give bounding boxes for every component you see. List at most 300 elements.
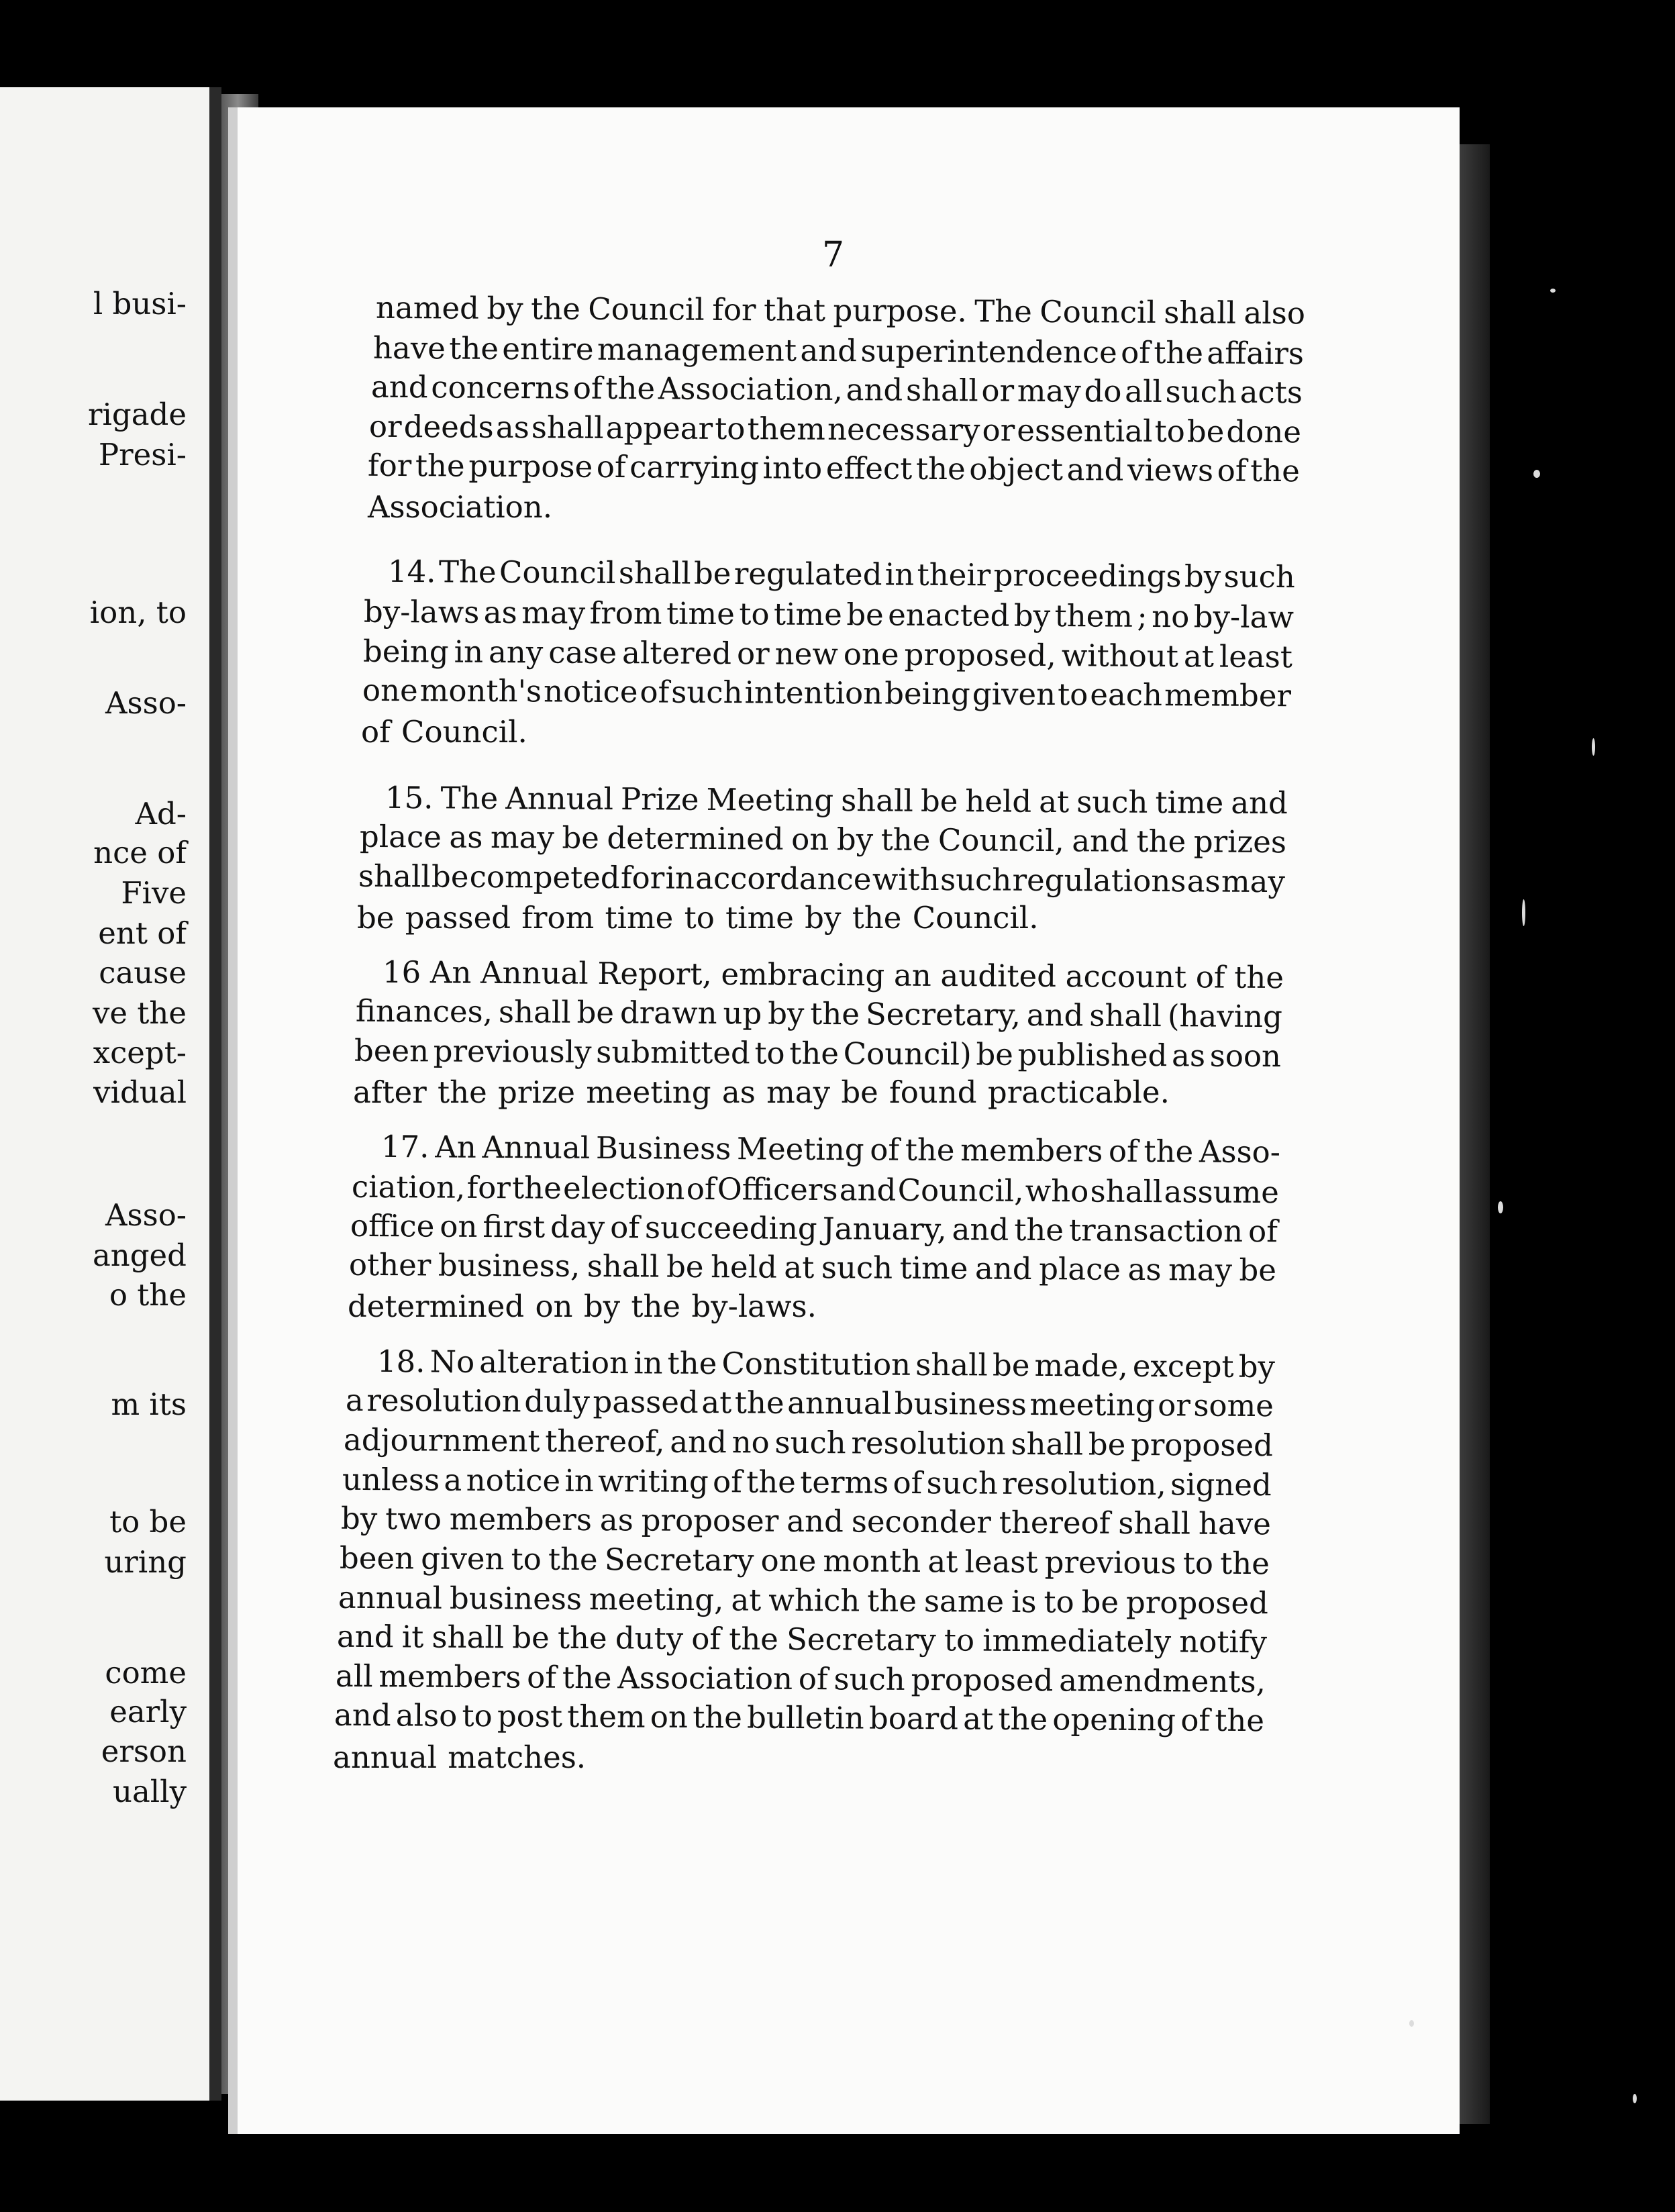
word: notice xyxy=(543,673,638,710)
word: to xyxy=(1182,1545,1214,1581)
word: of xyxy=(870,1132,900,1168)
word: all xyxy=(1125,373,1163,409)
word: may xyxy=(1168,1252,1233,1288)
left-page xyxy=(0,87,221,2101)
word: and xyxy=(952,1211,1009,1248)
left-page-text-fragment: xcept- xyxy=(93,1035,187,1070)
word: the xyxy=(415,448,465,484)
word: seconder xyxy=(851,1503,991,1540)
word: of xyxy=(712,1464,743,1500)
text-line xyxy=(362,633,1293,675)
word: Council xyxy=(499,554,616,591)
word: by-law xyxy=(1193,599,1295,636)
word: passed xyxy=(593,1384,699,1420)
word: the xyxy=(810,995,860,1032)
word: and xyxy=(334,1697,391,1733)
word: as xyxy=(1186,863,1221,899)
left-page-text-fragment: nce of xyxy=(93,835,187,870)
word: shall xyxy=(1011,1425,1084,1462)
word: may xyxy=(1017,372,1081,409)
word: resolution, xyxy=(1002,1465,1166,1503)
word: Council xyxy=(588,291,705,328)
word: and xyxy=(800,332,858,369)
word: held xyxy=(710,1249,778,1285)
word: at xyxy=(1183,638,1215,674)
left-page-text-fragment: ve the xyxy=(92,995,187,1031)
word: given xyxy=(972,676,1056,713)
word: made, xyxy=(1034,1347,1128,1384)
left-page-text-fragment: Asso- xyxy=(105,685,187,721)
word: immediately xyxy=(982,1622,1172,1660)
word: by xyxy=(768,995,805,1032)
text-line: determined on by the by-laws. xyxy=(348,1289,817,1324)
word: of xyxy=(1248,1213,1278,1250)
word: into xyxy=(762,450,823,486)
word: be xyxy=(1239,1252,1277,1289)
word: of xyxy=(893,1464,923,1501)
word: unless xyxy=(342,1461,440,1498)
word: altered xyxy=(621,635,732,672)
left-page-text-fragment: l busi- xyxy=(93,286,187,321)
word: acts xyxy=(1239,374,1303,411)
word: a xyxy=(444,1462,462,1498)
word: management xyxy=(597,331,797,368)
word: may xyxy=(521,595,586,631)
word: as xyxy=(1171,1038,1206,1074)
word: and xyxy=(336,1618,394,1655)
word: such xyxy=(833,1661,905,1697)
word: be xyxy=(512,1619,550,1656)
word: Council xyxy=(1039,293,1156,330)
word: members xyxy=(378,1658,521,1695)
word: shall xyxy=(1118,1505,1191,1542)
left-page-text-fragment: erson xyxy=(101,1733,187,1769)
word: shall xyxy=(531,409,604,446)
text-line xyxy=(338,1579,1269,1621)
word: in xyxy=(665,860,695,896)
word: previous xyxy=(1044,1544,1176,1581)
text-line xyxy=(368,408,1302,450)
left-page-text-fragment: m its xyxy=(111,1387,187,1422)
word: No xyxy=(429,1344,475,1380)
word: named xyxy=(375,289,480,326)
word: other xyxy=(348,1246,432,1283)
word: be xyxy=(666,1248,704,1285)
word: least xyxy=(964,1544,1038,1580)
word: the xyxy=(449,330,499,366)
word: their xyxy=(917,556,991,593)
word: the xyxy=(562,1659,612,1696)
word: the xyxy=(605,370,656,407)
scan-speck xyxy=(1592,738,1595,756)
text-line xyxy=(350,1207,1278,1250)
word: the xyxy=(1219,1545,1270,1582)
word: Council, xyxy=(937,822,1064,859)
word: January, xyxy=(822,1211,947,1248)
scan-speck xyxy=(1533,470,1540,478)
word: the xyxy=(530,291,580,327)
word: Officers xyxy=(717,1171,838,1208)
word: same xyxy=(923,1583,1005,1619)
word: who xyxy=(1025,1172,1089,1209)
text-line xyxy=(342,1461,1272,1503)
word: with xyxy=(872,861,940,898)
text-line xyxy=(376,1343,1276,1385)
left-page-text-fragment: Five xyxy=(121,875,187,911)
word: in xyxy=(633,1345,663,1381)
text-line xyxy=(336,1618,1268,1660)
word: to xyxy=(1044,1584,1074,1620)
word: resolution xyxy=(851,1425,1006,1462)
word: as xyxy=(449,819,483,855)
word: for xyxy=(712,291,756,328)
word: place xyxy=(359,818,442,855)
word: as xyxy=(495,409,529,446)
word: at xyxy=(927,1544,958,1580)
word: and xyxy=(1026,997,1084,1034)
word: by xyxy=(1184,558,1221,595)
text-line xyxy=(362,672,1292,714)
left-page-text-fragment: ion, to xyxy=(89,595,187,630)
word: and xyxy=(1066,452,1124,488)
word: time xyxy=(773,596,842,633)
word: business xyxy=(449,1580,582,1617)
word: An xyxy=(429,954,472,991)
word: be xyxy=(920,783,958,819)
word: the xyxy=(867,1582,917,1619)
left-page-text-fragment: to be xyxy=(109,1504,187,1540)
text-line: Association. xyxy=(368,489,553,525)
word: first xyxy=(483,1208,546,1245)
word: of xyxy=(691,1620,721,1657)
word: the xyxy=(548,1541,598,1578)
word: such xyxy=(926,1465,999,1501)
word: proposed xyxy=(911,1662,1054,1699)
word: signed xyxy=(1170,1466,1272,1503)
word: have xyxy=(372,330,446,366)
word: or xyxy=(736,636,770,672)
word: such xyxy=(940,862,1012,898)
word: each xyxy=(1090,676,1163,713)
word: accordance xyxy=(695,860,872,897)
word: of xyxy=(1108,1133,1138,1169)
word: them xyxy=(567,1698,646,1735)
word: member xyxy=(1164,677,1292,714)
word: of xyxy=(596,448,626,485)
word: The xyxy=(438,554,497,590)
text-line xyxy=(345,1382,1274,1424)
word: may xyxy=(1221,863,1286,900)
word: an xyxy=(893,957,931,993)
word: (having xyxy=(1167,998,1283,1035)
word: and xyxy=(974,1250,1032,1287)
text-line xyxy=(375,289,1306,332)
word: by xyxy=(487,290,523,327)
word: Annual xyxy=(505,780,614,817)
word: as xyxy=(599,1502,633,1538)
word: embracing xyxy=(721,956,885,993)
word: concerns xyxy=(431,369,570,406)
word: An xyxy=(435,1129,476,1165)
word: annual xyxy=(338,1579,443,1616)
word: done xyxy=(1226,413,1302,450)
text-line xyxy=(339,1540,1270,1582)
word: to xyxy=(715,410,746,447)
word: Secretary xyxy=(604,1542,754,1578)
word: be xyxy=(576,994,615,1031)
left-page-text-fragment: ually xyxy=(112,1774,187,1809)
word: at xyxy=(731,1582,762,1618)
word: proposed xyxy=(1130,1426,1274,1464)
text-line xyxy=(370,368,1303,411)
word: for xyxy=(620,860,665,896)
word: which xyxy=(768,1582,860,1619)
word: intention xyxy=(744,674,883,711)
word: except xyxy=(1132,1348,1234,1385)
word: members xyxy=(960,1132,1103,1169)
word: meeting, xyxy=(589,1581,724,1618)
text-line xyxy=(334,1697,1265,1739)
word: for xyxy=(466,1169,511,1206)
word: duty xyxy=(615,1620,684,1656)
word: duly xyxy=(524,1383,591,1419)
word: of xyxy=(527,1659,557,1695)
word: is xyxy=(1011,1583,1037,1620)
word: the xyxy=(1250,452,1301,489)
word: of xyxy=(572,370,603,406)
word: submitted xyxy=(596,1034,750,1071)
word: of xyxy=(640,674,670,710)
word: shall xyxy=(841,783,914,819)
text-line xyxy=(363,593,1295,636)
word: of xyxy=(1121,334,1151,370)
word: prizes xyxy=(1193,823,1287,860)
word: notify xyxy=(1179,1623,1268,1660)
word: them xyxy=(747,411,826,447)
word: to xyxy=(462,1697,493,1734)
word: shall xyxy=(915,1346,988,1383)
left-page-text-fragment: Asso- xyxy=(105,1197,187,1233)
word: may xyxy=(490,819,555,856)
word: views xyxy=(1127,452,1214,489)
page-edge-shadow xyxy=(1460,144,1490,2124)
left-page-text-fragment: Presi- xyxy=(98,437,187,472)
word: the xyxy=(789,1035,840,1072)
word: being xyxy=(884,675,971,712)
word: determined xyxy=(607,820,784,857)
word: transaction xyxy=(1068,1212,1243,1249)
word: one xyxy=(362,672,418,709)
word: opening xyxy=(1052,1701,1176,1738)
word: the xyxy=(692,1699,743,1736)
text-line xyxy=(348,1246,1277,1289)
word: by xyxy=(1238,1348,1276,1385)
word: 17. xyxy=(380,1128,429,1165)
word: the xyxy=(557,1619,607,1656)
word: without xyxy=(1061,638,1179,674)
word: be xyxy=(1088,1426,1126,1462)
word: 18. xyxy=(376,1343,425,1380)
word: at xyxy=(1039,783,1070,820)
text-line xyxy=(335,1658,1266,1700)
word: as xyxy=(1127,1251,1162,1288)
word: The xyxy=(440,780,499,816)
word: adjournment xyxy=(343,1421,540,1459)
word: notice xyxy=(466,1462,561,1499)
word: from xyxy=(589,595,662,632)
word: by xyxy=(836,821,874,858)
word: by xyxy=(340,1500,378,1537)
left-page-text-fragment: vidual xyxy=(93,1074,187,1110)
word: case xyxy=(548,634,617,671)
left-page-text-fragment: come xyxy=(105,1655,187,1691)
word: or xyxy=(368,408,402,445)
word: proposed xyxy=(1125,1584,1269,1621)
page-number: 7 xyxy=(822,235,845,275)
word: necessary xyxy=(827,411,980,448)
text-line xyxy=(359,818,1287,860)
word: ; xyxy=(1137,598,1148,634)
word: to xyxy=(754,1035,785,1071)
word: held xyxy=(965,783,1032,819)
word: be xyxy=(431,858,469,895)
word: the xyxy=(1014,1211,1064,1248)
word: two xyxy=(385,1501,442,1537)
word: members xyxy=(449,1501,593,1538)
text-line xyxy=(380,1128,1281,1170)
word: be xyxy=(562,819,600,856)
word: given xyxy=(421,1540,505,1577)
word: and xyxy=(370,368,428,405)
word: no xyxy=(1152,598,1190,635)
word: bulletin xyxy=(746,1699,864,1736)
word: to xyxy=(944,1622,975,1658)
left-page-text-fragment: o the xyxy=(109,1277,187,1313)
word: to xyxy=(1057,676,1088,713)
word: object xyxy=(969,451,1064,488)
word: election xyxy=(562,1170,685,1207)
word: effect xyxy=(825,450,913,487)
word: no xyxy=(731,1424,770,1460)
word: and xyxy=(846,372,903,408)
word: 15. xyxy=(385,779,434,816)
word: one xyxy=(843,636,899,672)
word: also xyxy=(395,1697,458,1733)
word: be xyxy=(992,1347,1030,1383)
word: in xyxy=(564,1462,594,1499)
word: 14. xyxy=(387,553,436,590)
word: Association xyxy=(617,1660,793,1697)
scan-speck xyxy=(1633,2094,1637,2103)
word: be xyxy=(1081,1584,1119,1620)
word: new xyxy=(774,636,838,672)
word: The xyxy=(974,293,1033,330)
text-line xyxy=(351,1168,1280,1211)
word: thereof, xyxy=(545,1423,665,1460)
word: purpose xyxy=(468,448,593,485)
left-page-text-fragment: Ad- xyxy=(135,796,187,832)
word: such xyxy=(1076,784,1148,820)
word: be xyxy=(1186,413,1225,450)
text-line xyxy=(358,858,1286,900)
word: essential xyxy=(1017,412,1153,449)
text-line xyxy=(367,447,1301,489)
scan-speck xyxy=(1498,1201,1503,1213)
word: the xyxy=(746,1464,797,1500)
word: board xyxy=(868,1700,959,1737)
word: on xyxy=(791,821,829,858)
word: finances, xyxy=(355,993,493,1030)
text-line xyxy=(382,954,1284,996)
word: such xyxy=(671,674,743,711)
word: competed xyxy=(469,858,620,896)
word: previously xyxy=(433,1033,592,1070)
text-line: of Council. xyxy=(361,714,527,750)
word: proposer xyxy=(641,1502,779,1539)
word: by xyxy=(1013,597,1051,634)
word: regulated xyxy=(733,556,882,593)
word: time xyxy=(1155,784,1224,821)
word: Asso- xyxy=(1199,1134,1281,1170)
word: on xyxy=(440,1208,478,1244)
word: affairs xyxy=(1207,335,1305,372)
word: shall xyxy=(1164,294,1237,331)
word: the xyxy=(511,1170,562,1206)
word: published xyxy=(1017,1036,1168,1074)
word: one xyxy=(760,1542,817,1579)
word: audited xyxy=(940,957,1057,995)
word: Annual xyxy=(482,1129,591,1166)
word: least xyxy=(1219,638,1293,675)
word: office xyxy=(350,1207,435,1244)
word: the xyxy=(667,1345,717,1382)
word: at xyxy=(963,1701,994,1737)
word: on xyxy=(650,1699,689,1735)
word: account xyxy=(1065,958,1187,995)
word: day xyxy=(550,1209,605,1246)
word: resolution xyxy=(366,1382,521,1419)
word: Secretary xyxy=(786,1621,936,1658)
word: to xyxy=(1154,413,1185,450)
word: purpose. xyxy=(833,292,967,330)
word: assume xyxy=(1164,1174,1280,1211)
word: been xyxy=(354,1032,429,1069)
word: proposed, xyxy=(904,636,1056,674)
left-page-text-fragment: early xyxy=(109,1694,187,1729)
left-page-text-fragment: ent of xyxy=(98,915,187,951)
word: to xyxy=(739,596,770,632)
word: appear xyxy=(605,409,713,446)
word: be xyxy=(693,555,731,591)
word: soon xyxy=(1209,1038,1282,1074)
word: of xyxy=(798,1660,828,1697)
text-line: be passed from time to time by the Council. xyxy=(357,900,1039,936)
text-line xyxy=(355,993,1283,1035)
word: the xyxy=(1154,334,1204,371)
word: thereof xyxy=(999,1504,1111,1541)
word: or xyxy=(1158,1387,1190,1423)
word: alteration xyxy=(479,1344,629,1381)
word: the xyxy=(1234,959,1284,996)
word: Constitution xyxy=(721,1346,911,1382)
word: entire xyxy=(502,330,594,367)
word: or xyxy=(982,412,1015,448)
word: shall xyxy=(1089,997,1162,1034)
word: ciation, xyxy=(351,1168,466,1205)
left-page-text-fragment: rigade xyxy=(88,397,187,432)
word: month's xyxy=(419,672,542,709)
word: terms xyxy=(800,1464,889,1501)
